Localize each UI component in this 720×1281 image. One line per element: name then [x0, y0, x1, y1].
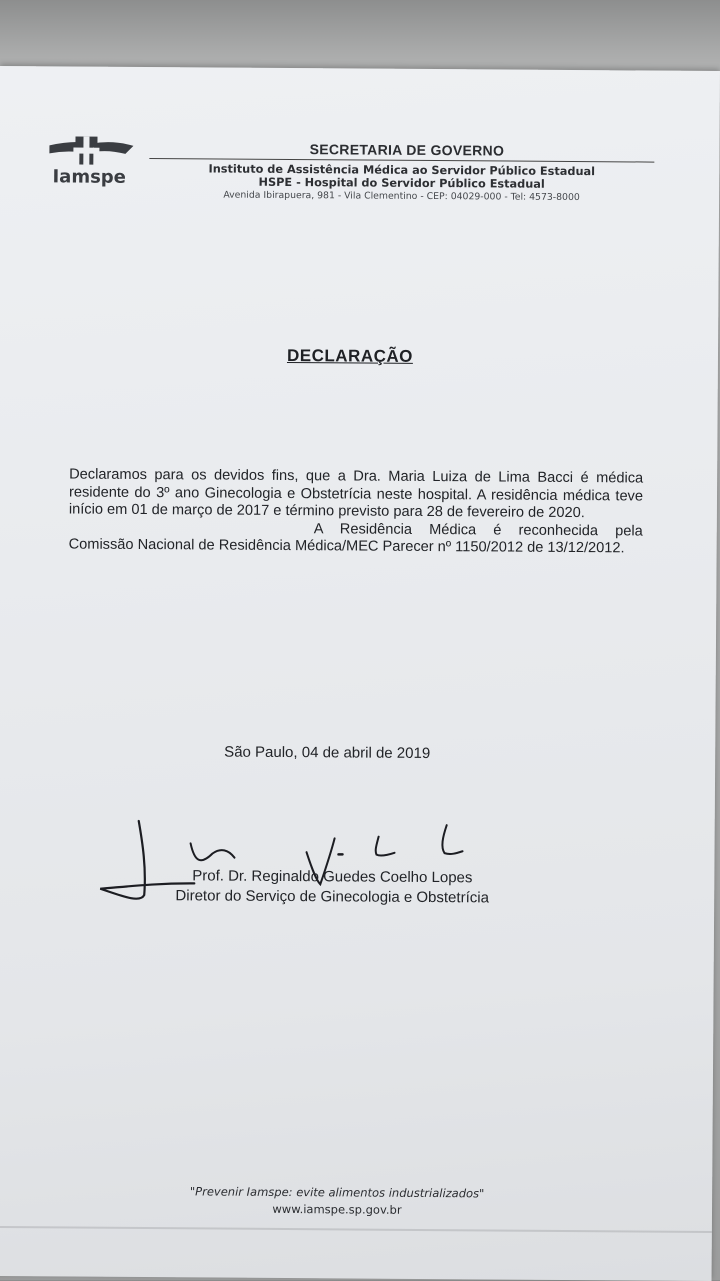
hospital-name: HSPE - Hospital do Servidor Público Estadual — [258, 175, 545, 191]
logo-text: Iamspe — [52, 166, 127, 188]
iamspe-cross-logo-icon — [39, 130, 139, 171]
document-title: DECLARAÇÃO — [286, 346, 413, 366]
institute-name: Instituto de Assistência Médica ao Servidor Público Estadual — [208, 162, 596, 179]
iamspe-logo — [39, 130, 139, 188]
letterhead — [149, 140, 654, 205]
issue-date: São Paulo, 04 de abril de 2019 — [224, 743, 431, 763]
signer-role: Diretor do Serviço de Ginecologia e Obstetrícia — [175, 887, 489, 907]
footer-website: www.iamspe.sp.gov.br — [272, 1201, 402, 1217]
paper-fold-line — [0, 1226, 712, 1233]
signer-name: Prof. Dr. Reginaldo Guedes Coelho Lopes — [192, 867, 473, 887]
secretariat-title: SECRETARIA DE GOVERNO — [309, 141, 505, 159]
declaration-paragraph-1: Declaramos para os devidos fins, que a Dra. Maria Luiza de Lima Bacci é médica residente do 3º ano Ginecologia e Obstetrícia neste hospital. A residência médica teve início em 01 de março de 2017 e término previsto para 28 de fevereiro de 2020. — [68, 466, 644, 522]
declaration-paragraph-2: A Residência Médica é reconhecida pela Comissão Nacional de Residência Médica/MEC Parecer nº 1150/2012 de 13/12/2012. — [68, 520, 643, 557]
institute-address: Avenida Ibirapuera, 981 - Vila Clementino - CEP: 04029-000 - Tel: 4573-8000 — [223, 189, 580, 204]
footer — [0, 1183, 682, 1219]
document-page — [0, 66, 720, 1281]
declaration-body — [69, 466, 644, 558]
signer-block — [132, 866, 532, 909]
footer-motto: "Prevenir Iamspe: evite alimentos industrializados" — [189, 1184, 485, 1201]
